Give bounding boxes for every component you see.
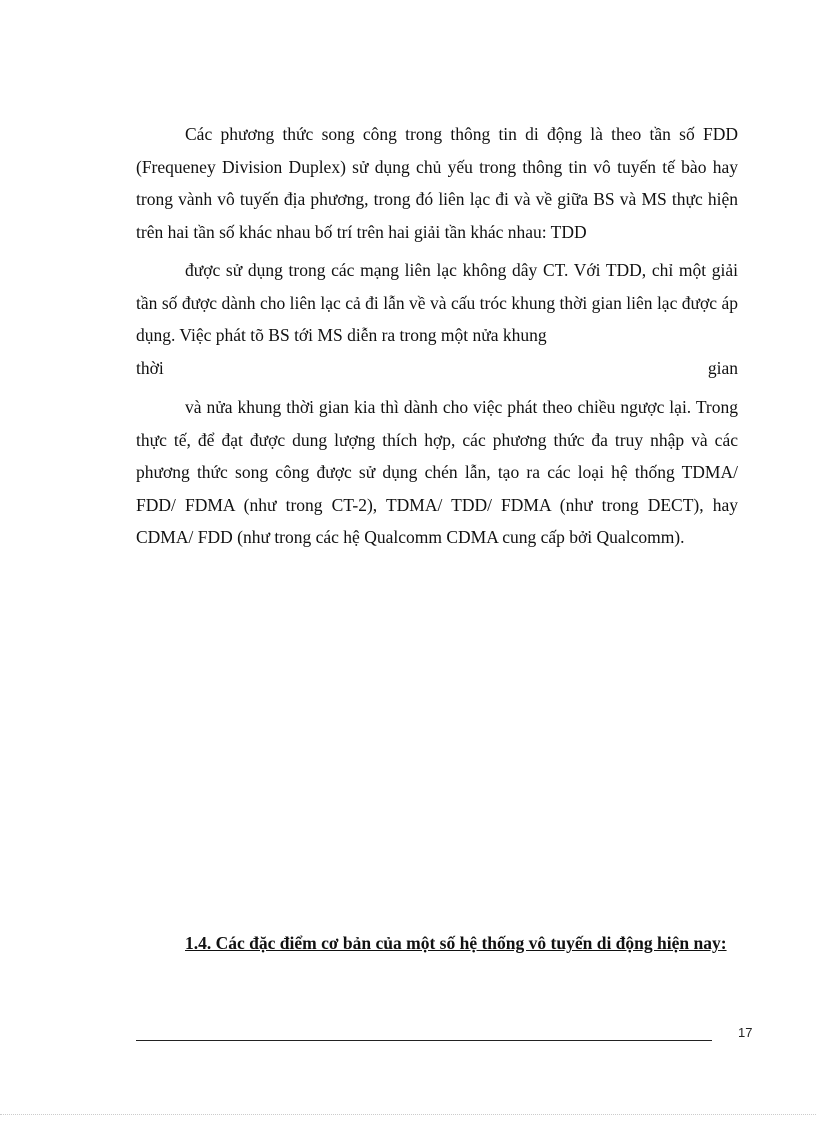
page-bottom-edge (0, 1114, 816, 1115)
paragraph-tdd-last-line (136, 352, 738, 385)
paragraph-tdd: được sử dụng trong các mạng liên lạc không dây CT. Với TDD, chỉ một giải tần số được dành cho liên lạc cả đi lẫn về và cấu tróc khung thời gian liên lạc được áp dụng. Việc phát tõ BS tới MS diễn ra trong một nửa khung (136, 260, 738, 345)
paragraph-tdd-tail-right: gian (707, 358, 738, 378)
page-number: 17 (738, 1025, 753, 1040)
section-heading: 1.4. Các đặc điểm cơ bản của một số hệ thống vô tuyến di động hiện nay: (185, 933, 727, 953)
paragraph-reverse-direction: và nửa khung thời gian kia thì dành cho việc phát theo chiều ngược lại. Trong thực tế, để đạt được dung lượng thích hợp, các phương thức đa truy nhập và các phương thức song công được sử dụng chén lẫn, tạo ra các loại hệ thống TDMA/ FDD/ FDMA (như trong CT-2), TDMA/ TDD/ FDMA (như trong DECT), hay CDMA/ FDD (như trong các hệ Qualcomm CDMA cung cấp bởi Qualcomm). (136, 397, 738, 547)
paragraph-duplex-methods: Các phương thức song công trong thông tin di động là theo tần số FDD (Frequeney Division Duplex) sử dụng chủ yếu trong thông tin vô tuyến tế bào hay trong vành vô tuyến địa phương, trong đó liên lạc đi và về giữa BS và MS thực hiện trên hai tần số khác nhau bố trí trên hai giải tần khác nhau: TDD (136, 124, 738, 242)
paragraph-tdd-tail-left: thời (136, 358, 164, 378)
footer-rule (136, 1040, 712, 1041)
